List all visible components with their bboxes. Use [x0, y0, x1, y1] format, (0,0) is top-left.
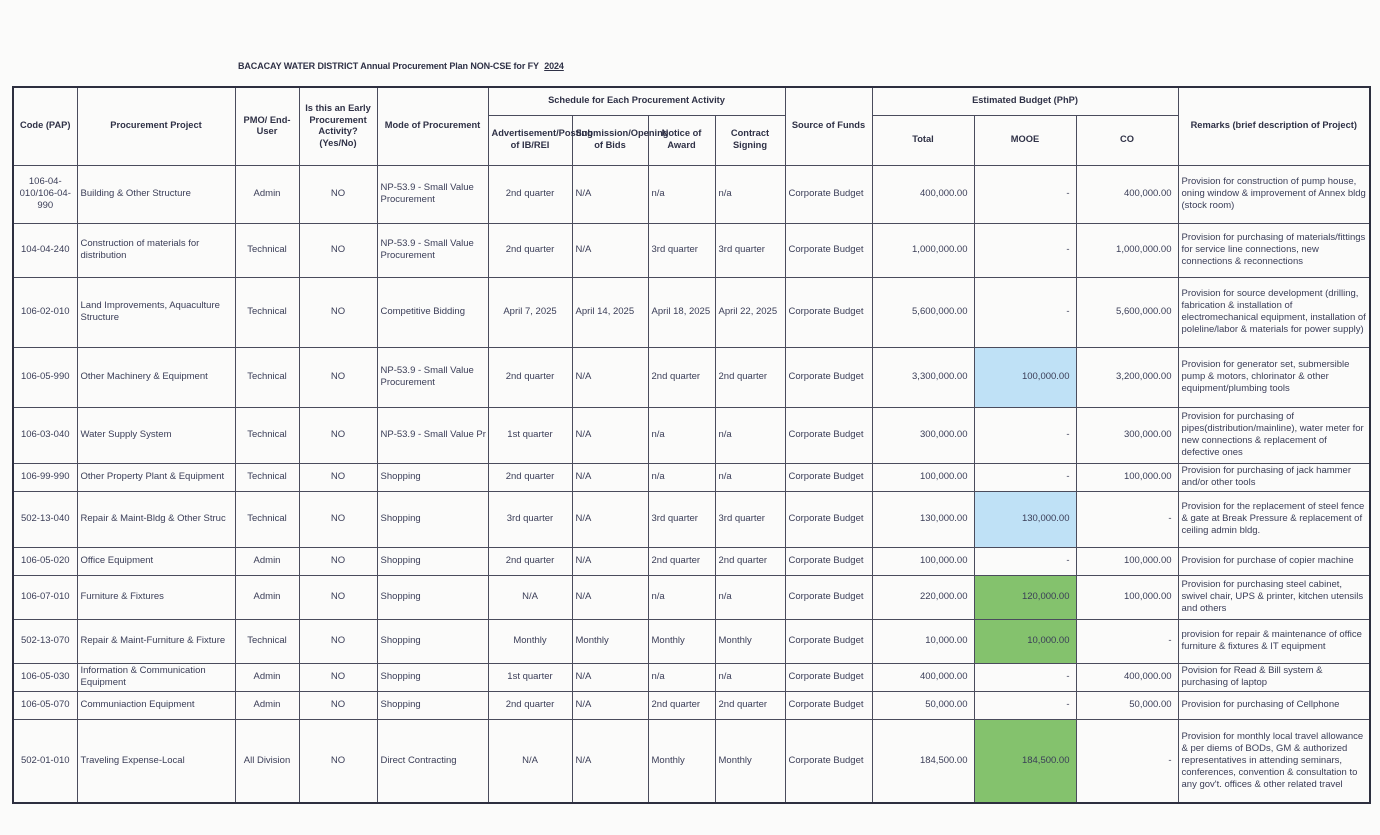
cell-notice: 3rd quarter [648, 223, 715, 277]
cell-code: 106-99-990 [13, 463, 77, 491]
cell-submission: N/A [572, 575, 648, 619]
cell-total: 220,000.00 [872, 575, 974, 619]
cell-early: NO [299, 277, 377, 347]
cell-project: Information & Communication Equipment [77, 663, 235, 691]
header-remarks: Remarks (brief description of Project) [1178, 87, 1370, 165]
cell-source: Corporate Budget [785, 463, 872, 491]
cell-remarks: Provision for purchasing of materials/fittings for service line connections, new connections & reconnections [1178, 223, 1370, 277]
cell-co: 100,000.00 [1076, 547, 1178, 575]
cell-submission: N/A [572, 491, 648, 547]
cell-mooe: 10,000.00 [974, 619, 1076, 663]
cell-co: 50,000.00 [1076, 691, 1178, 719]
cell-source: Corporate Budget [785, 547, 872, 575]
cell-project: Repair & Maint-Furniture & Fixture [77, 619, 235, 663]
cell-advertisement: 2nd quarter [488, 223, 572, 277]
cell-early: NO [299, 663, 377, 691]
cell-total: 400,000.00 [872, 165, 974, 223]
cell-mode: Shopping [377, 663, 488, 691]
cell-advertisement: 2nd quarter [488, 691, 572, 719]
cell-co: 5,600,000.00 [1076, 277, 1178, 347]
cell-code: 106-05-990 [13, 347, 77, 407]
cell-submission: N/A [572, 663, 648, 691]
cell-early: NO [299, 619, 377, 663]
cell-contract: 2nd quarter [715, 347, 785, 407]
cell-advertisement: 1st quarter [488, 663, 572, 691]
cell-mode: Shopping [377, 491, 488, 547]
cell-mode: Shopping [377, 691, 488, 719]
cell-code: 502-01-010 [13, 719, 77, 803]
cell-mode: NP-53.9 - Small Value Procurement [377, 347, 488, 407]
cell-early: NO [299, 407, 377, 463]
cell-remarks: provision for repair & maintenance of office furniture & fixtures & IT equipment [1178, 619, 1370, 663]
cell-pmo: Technical [235, 619, 299, 663]
cell-notice: 2nd quarter [648, 691, 715, 719]
table-row [13, 719, 1370, 803]
cell-submission: N/A [572, 691, 648, 719]
cell-code: 106-02-010 [13, 277, 77, 347]
cell-advertisement: 3rd quarter [488, 491, 572, 547]
cell-advertisement: 2nd quarter [488, 165, 572, 223]
cell-remarks: Provision for source development (drilling, fabrication & installation of electromechanical equipment, installation of poleline/labor & materials for power supply) [1178, 277, 1370, 347]
cell-advertisement: N/A [488, 719, 572, 803]
cell-co: 400,000.00 [1076, 663, 1178, 691]
cell-project: Furniture & Fixtures [77, 575, 235, 619]
cell-co: 300,000.00 [1076, 407, 1178, 463]
table-row [13, 491, 1370, 547]
cell-total: 184,500.00 [872, 719, 974, 803]
header-mooe: MOOE [974, 115, 1076, 165]
cell-pmo: Technical [235, 223, 299, 277]
cell-notice: n/a [648, 463, 715, 491]
cell-advertisement: Monthly [488, 619, 572, 663]
cell-total: 100,000.00 [872, 463, 974, 491]
cell-code: 106-07-010 [13, 575, 77, 619]
cell-mode: Competitive Bidding [377, 277, 488, 347]
cell-project: Communiaction Equipment [77, 691, 235, 719]
cell-mode: NP-53.9 - Small Value Procurement [377, 223, 488, 277]
cell-pmo: Admin [235, 165, 299, 223]
cell-pmo: Technical [235, 491, 299, 547]
cell-remarks: Provision for purchasing of Cellphone [1178, 691, 1370, 719]
cell-co: 100,000.00 [1076, 575, 1178, 619]
cell-code: 106-05-030 [13, 663, 77, 691]
header-early-activity: Is this an Early Procurement Activity? (Yes/No) [299, 87, 377, 165]
cell-submission: N/A [572, 223, 648, 277]
header-code: Code (PAP) [13, 87, 77, 165]
cell-contract: 2nd quarter [715, 547, 785, 575]
cell-mooe: - [974, 407, 1076, 463]
cell-remarks: Provision for construction of pump house, oning window & improvement of Annex bldg (stock room) [1178, 165, 1370, 223]
table-row [13, 575, 1370, 619]
cell-code: 106-05-070 [13, 691, 77, 719]
cell-advertisement: 1st quarter [488, 407, 572, 463]
header-submission: Submission/Opening of Bids [572, 115, 648, 165]
cell-remarks: Provision for purchasing steel cabinet, swivel chair, UPS & printer, kitchen utensils and others [1178, 575, 1370, 619]
header-budget-group: Estimated Budget (PhP) [872, 87, 1178, 115]
cell-total: 5,600,000.00 [872, 277, 974, 347]
table-row [13, 547, 1370, 575]
header-notice: Notice of Award [648, 115, 715, 165]
cell-contract: n/a [715, 463, 785, 491]
cell-remarks: Povision for Read & Bill system & purchasing of laptop [1178, 663, 1370, 691]
cell-contract: 3rd quarter [715, 491, 785, 547]
cell-mode: Shopping [377, 463, 488, 491]
cell-submission: N/A [572, 719, 648, 803]
cell-early: NO [299, 719, 377, 803]
procurement-plan-table [12, 86, 1371, 804]
cell-source: Corporate Budget [785, 619, 872, 663]
table-row [13, 407, 1370, 463]
cell-mode: Shopping [377, 575, 488, 619]
cell-mooe: 120,000.00 [974, 575, 1076, 619]
cell-mooe: - [974, 223, 1076, 277]
cell-mooe: - [974, 277, 1076, 347]
header-co: CO [1076, 115, 1178, 165]
cell-co: 100,000.00 [1076, 463, 1178, 491]
cell-pmo: Admin [235, 575, 299, 619]
cell-pmo: Technical [235, 407, 299, 463]
cell-notice: n/a [648, 663, 715, 691]
cell-mode: NP-53.9 - Small Value Procurement [377, 165, 488, 223]
cell-contract: n/a [715, 165, 785, 223]
cell-remarks: Provision for purchasing of jack hammer and/or other tools [1178, 463, 1370, 491]
cell-contract: 3rd quarter [715, 223, 785, 277]
cell-co: - [1076, 619, 1178, 663]
cell-source: Corporate Budget [785, 347, 872, 407]
header-total: Total [872, 115, 974, 165]
cell-pmo: All Division [235, 719, 299, 803]
header-source: Source of Funds [785, 87, 872, 165]
header-project: Procurement Project [77, 87, 235, 165]
cell-total: 3,300,000.00 [872, 347, 974, 407]
cell-mooe: 100,000.00 [974, 347, 1076, 407]
cell-advertisement: 2nd quarter [488, 463, 572, 491]
cell-notice: 2nd quarter [648, 347, 715, 407]
cell-contract: n/a [715, 575, 785, 619]
cell-pmo: Technical [235, 347, 299, 407]
table-row [13, 619, 1370, 663]
cell-pmo: Admin [235, 663, 299, 691]
cell-mode: Direct Contracting [377, 719, 488, 803]
cell-project: Other Property Plant & Equipment [77, 463, 235, 491]
cell-mode: Shopping [377, 547, 488, 575]
cell-submission: Monthly [572, 619, 648, 663]
cell-mooe: - [974, 165, 1076, 223]
cell-notice: n/a [648, 407, 715, 463]
cell-submission: N/A [572, 165, 648, 223]
cell-early: NO [299, 223, 377, 277]
cell-remarks: Provision for the replacement of steel fence & gate at Break Pressure & replacement of ceiling admin bldg. [1178, 491, 1370, 547]
cell-advertisement: 2nd quarter [488, 347, 572, 407]
cell-total: 400,000.00 [872, 663, 974, 691]
cell-submission: April 14, 2025 [572, 277, 648, 347]
cell-co: 400,000.00 [1076, 165, 1178, 223]
cell-code: 106-05-020 [13, 547, 77, 575]
cell-pmo: Technical [235, 463, 299, 491]
cell-project: Other Machinery & Equipment [77, 347, 235, 407]
cell-total: 10,000.00 [872, 619, 974, 663]
cell-project: Water Supply System [77, 407, 235, 463]
table-row [13, 165, 1370, 223]
cell-remarks: Provision for purchase of copier machine [1178, 547, 1370, 575]
cell-co: - [1076, 491, 1178, 547]
header-schedule-group: Schedule for Each Procurement Activity [488, 87, 785, 115]
cell-contract: n/a [715, 663, 785, 691]
cell-early: NO [299, 547, 377, 575]
cell-source: Corporate Budget [785, 575, 872, 619]
cell-pmo: Admin [235, 691, 299, 719]
cell-project: Construction of materials for distribution [77, 223, 235, 277]
cell-mooe: - [974, 547, 1076, 575]
header-contract: Contract Signing [715, 115, 785, 165]
fiscal-year: 2024 [544, 61, 564, 71]
cell-total: 130,000.00 [872, 491, 974, 547]
cell-early: NO [299, 165, 377, 223]
cell-co: - [1076, 719, 1178, 803]
cell-total: 50,000.00 [872, 691, 974, 719]
cell-contract: Monthly [715, 619, 785, 663]
cell-notice: Monthly [648, 619, 715, 663]
cell-contract: Monthly [715, 719, 785, 803]
cell-mooe: 130,000.00 [974, 491, 1076, 547]
table-row [13, 277, 1370, 347]
cell-source: Corporate Budget [785, 663, 872, 691]
cell-mooe: - [974, 463, 1076, 491]
cell-remarks: Provision for purchasing of pipes(distribution/mainline), water meter for new connections & replacement of defective ones [1178, 407, 1370, 463]
cell-project: Traveling Expense-Local [77, 719, 235, 803]
cell-project: Building & Other Structure [77, 165, 235, 223]
cell-pmo: Technical [235, 277, 299, 347]
cell-mooe: - [974, 691, 1076, 719]
cell-early: NO [299, 463, 377, 491]
cell-source: Corporate Budget [785, 165, 872, 223]
header-advertisement: Advertisement/Posting of IB/REI [488, 115, 572, 165]
cell-advertisement: April 7, 2025 [488, 277, 572, 347]
cell-source: Corporate Budget [785, 277, 872, 347]
cell-notice: n/a [648, 575, 715, 619]
cell-remarks: Provision for monthly local travel allowance & per diems of BODs, GM & authorized representatives in attending seminars, conferences, convention & consultation to any gov't. offices & other related travel [1178, 719, 1370, 803]
cell-pmo: Admin [235, 547, 299, 575]
cell-project: Repair & Maint-Bldg & Other Struc [77, 491, 235, 547]
cell-total: 1,000,000.00 [872, 223, 974, 277]
cell-code: 502-13-040 [13, 491, 77, 547]
document-title [238, 61, 564, 71]
cell-notice: April 18, 2025 [648, 277, 715, 347]
cell-mode: NP-53.9 - Small Value Pr [377, 407, 488, 463]
cell-contract: April 22, 2025 [715, 277, 785, 347]
cell-early: NO [299, 491, 377, 547]
cell-mooe: 184,500.00 [974, 719, 1076, 803]
cell-code: 502-13-070 [13, 619, 77, 663]
cell-remarks: Provision for generator set, submersible pump & motors, chlorinator & other equipment/plumbing tools [1178, 347, 1370, 407]
cell-early: NO [299, 575, 377, 619]
cell-code: 106-03-040 [13, 407, 77, 463]
header-mode: Mode of Procurement [377, 87, 488, 165]
cell-submission: N/A [572, 463, 648, 491]
cell-contract: n/a [715, 407, 785, 463]
cell-notice: Monthly [648, 719, 715, 803]
table-row [13, 663, 1370, 691]
cell-total: 100,000.00 [872, 547, 974, 575]
cell-co: 1,000,000.00 [1076, 223, 1178, 277]
cell-co: 3,200,000.00 [1076, 347, 1178, 407]
cell-source: Corporate Budget [785, 407, 872, 463]
table-row [13, 347, 1370, 407]
cell-project: Land Improvements, Aquaculture Structure [77, 277, 235, 347]
cell-source: Corporate Budget [785, 719, 872, 803]
cell-submission: N/A [572, 547, 648, 575]
cell-notice: 3rd quarter [648, 491, 715, 547]
cell-submission: N/A [572, 347, 648, 407]
cell-notice: n/a [648, 165, 715, 223]
cell-mooe: - [974, 663, 1076, 691]
table-row [13, 691, 1370, 719]
cell-code: 104-04-240 [13, 223, 77, 277]
cell-total: 300,000.00 [872, 407, 974, 463]
cell-project: Office Equipment [77, 547, 235, 575]
cell-source: Corporate Budget [785, 491, 872, 547]
cell-early: NO [299, 347, 377, 407]
table-row [13, 223, 1370, 277]
cell-advertisement: N/A [488, 575, 572, 619]
cell-advertisement: 2nd quarter [488, 547, 572, 575]
table-row [13, 463, 1370, 491]
cell-source: Corporate Budget [785, 691, 872, 719]
cell-early: NO [299, 691, 377, 719]
document-title-text: BACACAY WATER DISTRICT Annual Procurement Plan NON-CSE for FY [238, 61, 539, 71]
cell-code: 106-04-010/106-04-990 [13, 165, 77, 223]
cell-contract: 2nd quarter [715, 691, 785, 719]
cell-submission: N/A [572, 407, 648, 463]
cell-mode: Shopping [377, 619, 488, 663]
cell-notice: 2nd quarter [648, 547, 715, 575]
header-pmo: PMO/ End-User [235, 87, 299, 165]
cell-source: Corporate Budget [785, 223, 872, 277]
